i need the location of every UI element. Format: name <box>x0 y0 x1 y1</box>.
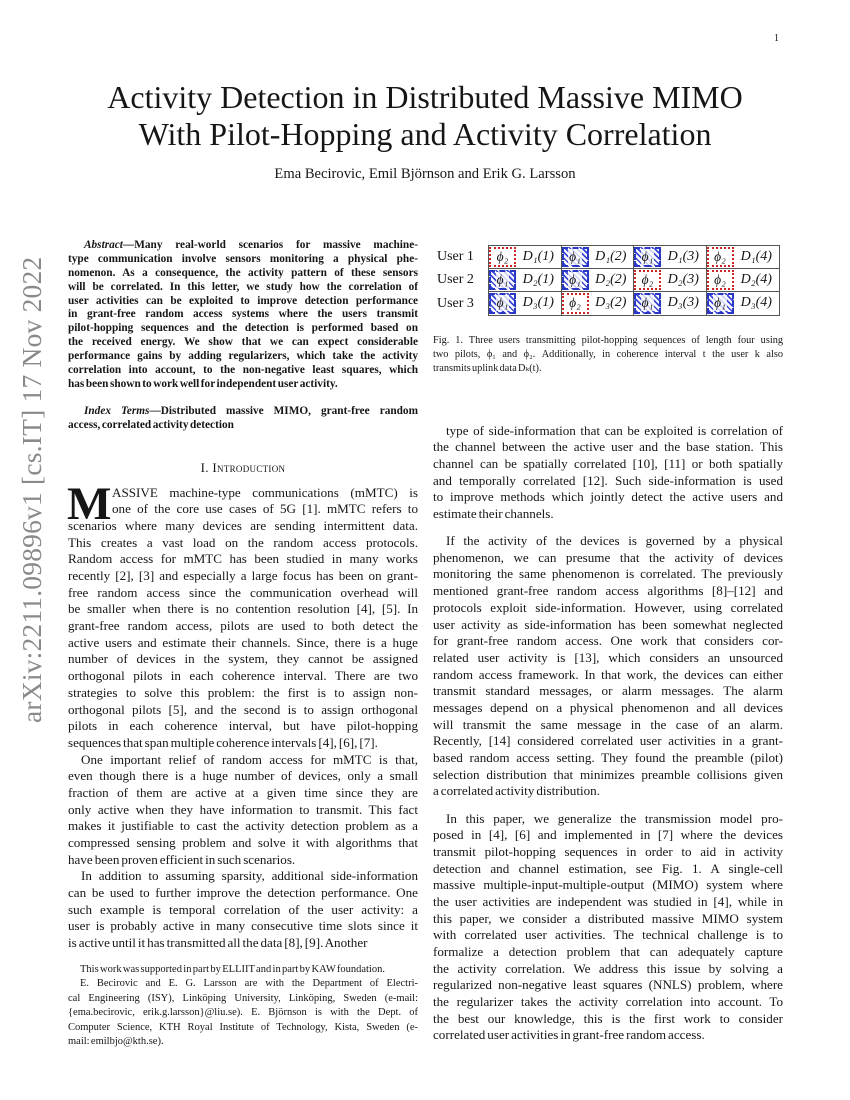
text-line: orthogonal pilots in each coherence interval. There are two <box>68 668 418 684</box>
data-symbol: D₃(4) <box>740 295 772 311</box>
abstract-text: has been shown to work well for independent user activity. <box>68 377 338 390</box>
section-heading: I. Introduction <box>200 460 286 475</box>
text-line: Random access for mMTC has been studied in many works <box>68 551 418 567</box>
pilot-symbol: ϕ₂ <box>714 271 726 287</box>
text-line <box>68 336 418 350</box>
data-cell <box>734 292 780 315</box>
text-line: ASSIVE machine-type communications (mMTC) is <box>112 484 418 500</box>
pilot-1-cell <box>562 270 589 291</box>
pilot-2-cell <box>634 270 661 291</box>
data-symbol: D₃(3) <box>667 295 699 311</box>
data-symbol: D₃(2) <box>595 295 627 311</box>
pilot-1-cell <box>489 293 516 314</box>
text-line: the channel between the active user and the base station. This <box>433 439 783 455</box>
pilot-1-cell <box>562 247 589 267</box>
text-line: and temporally correlated [12]. Such side-information is used <box>433 472 783 488</box>
pilot-2-cell <box>707 247 734 267</box>
paragraph <box>67 477 418 752</box>
text-line: a correlated activity distribution. <box>433 783 600 799</box>
text-line: grant-free random access, pilots are used to both detect the <box>68 618 418 634</box>
pilot-symbol: ϕ₂ <box>641 271 654 287</box>
text-line <box>68 350 418 364</box>
data-symbol: D₁(1) <box>522 248 554 264</box>
index-terms <box>68 405 418 433</box>
text-line: user is probably active in many consecutive time slots since it <box>68 918 418 934</box>
pilot-symbol: ϕ₂ <box>569 295 581 311</box>
page-number: 1 <box>774 33 779 44</box>
text-line: This creates a vast load on the random access protocols. <box>68 534 418 550</box>
data-cell <box>516 292 562 315</box>
text-line <box>68 281 418 295</box>
text-line: based random access setting. They found the preamble (pilot) <box>433 750 783 766</box>
pilot-symbol: ϕ₁ <box>641 295 654 311</box>
data-cell <box>516 269 562 292</box>
data-cell <box>661 246 707 268</box>
text-line: have been proven efficient in such scenarios. <box>68 851 296 867</box>
text-line <box>68 239 418 253</box>
text-line <box>68 419 418 433</box>
introduction-text <box>67 477 418 952</box>
coherence-interval-cells <box>488 269 780 293</box>
text-line: user activity as side-information has been somewhat neglected <box>433 616 783 632</box>
text-line: transmit pilot-hopping sequences in order to aid in activity <box>433 843 783 859</box>
text-line: posed in [4], [6] and implemented in [7] where the devices <box>433 827 783 843</box>
abstract-text: nomenon. As a consequence, the activity pattern of these sensors <box>68 266 418 279</box>
text-line: protocols exploit side-information. However, using correlated <box>433 599 783 615</box>
text-line: channel can be spatially correlated [10], [11] or both spatially <box>433 455 783 471</box>
text-line: one of the core use cases of 5G [1]. mMTC refers to <box>112 501 418 517</box>
text-line: can be used to further improve the detection performance. One <box>68 885 418 901</box>
figure-row <box>437 269 780 293</box>
data-symbol: D₂(1) <box>522 271 554 287</box>
coherence-interval-cells <box>488 245 780 269</box>
text-line: such example is temporal correlation of the user activity: a <box>68 901 418 917</box>
text-line: mail: emilbjo@kth.se). <box>68 1035 164 1047</box>
text-line: active users and estimate their channels. Since, there is a huge <box>68 634 418 650</box>
data-symbol: D₁(2) <box>595 248 627 264</box>
abstract-text: type communication involve sensors monitoring a physical phe- <box>68 252 418 265</box>
abstract-text: the received energy. We show that we can expect considerable <box>68 336 418 349</box>
text-line: estimate their channels. <box>433 506 554 522</box>
data-symbol: D₁(4) <box>740 248 772 264</box>
text-line: monitoring the same phenomenon is correlated. The previously <box>433 566 783 582</box>
data-cell <box>589 269 635 292</box>
text-line: Computer Science, KTH Royal Institute of Technology, Kista, Sweden (e- <box>68 1021 418 1033</box>
data-cell <box>516 246 562 268</box>
text-line: fraction of them are active at a given time since they are <box>68 784 418 800</box>
text-line: transmits uplink data Dₖ(t). <box>433 362 542 374</box>
text-line: the user activities are independent was studied in [4], while in <box>433 893 783 909</box>
text-line: E. Becirovic and E. G. Larsson are with the Department of Electri- <box>80 978 418 990</box>
text-line: cal Engineering (ISY), Linköping University, Linköping, Sweden (e-mail: <box>68 992 418 1004</box>
text-line: Fig. 1. Three users transmitting pilot-hopping sequences of length four using <box>433 335 783 346</box>
text-line: this paper, we consider a distributed massive MIMO system <box>433 910 783 926</box>
text-line: scenarios where many devices are sending intermittent data. <box>68 517 418 533</box>
data-cell <box>589 246 635 268</box>
text-line: orthogonal pilots [5], and the second is to assign orthogonal <box>68 701 418 717</box>
text-line: to improve methods which jointly detect the active users and <box>433 489 783 505</box>
text-line: with correlated user activities. The technical challenge is to <box>433 927 783 943</box>
abstract-text: Many real-world scenarios for massive machine- <box>134 239 418 251</box>
pilot-1-cell <box>489 270 516 291</box>
pilot-2-cell <box>562 293 589 314</box>
abstract-text: pilot-hopping sequences and the detection is performed based on <box>68 322 418 335</box>
data-cell <box>734 246 780 268</box>
data-symbol: D₂(4) <box>740 271 772 287</box>
text-line: This work was supported in part by ELLIIT and in part by KAW foundation. <box>80 964 385 975</box>
text-line: random access framework. In that work, the devices can either <box>433 666 783 682</box>
text-line <box>68 308 418 322</box>
text-line: {ema.becirovic, erik.g.larsson}@liu.se). E. Björnson is with the Dept. of <box>68 1007 418 1019</box>
text-line: two pilots, ϕ₁ and ϕ₂. Additionally, in coherence interval t the user k also <box>433 348 783 360</box>
abstract-text: user activities can be exploited to improve detection performance <box>68 294 418 307</box>
data-cell <box>589 292 635 315</box>
pilot-1-cell <box>707 293 734 314</box>
footnote <box>68 963 418 1049</box>
abstract <box>68 239 418 433</box>
text-line: massive multiple-input-multiple-output (MIMO) system where <box>433 877 783 893</box>
text-line: mentioned grant-free random access algorithms [8]–[12] and <box>433 583 783 599</box>
text-line: Recently, [14] considered correlated user activities in a grant- <box>433 733 783 749</box>
text-line: even though there is a huge number of devices, only a small <box>68 768 418 784</box>
text-line: number of devices in the system, they cannot be assigned <box>68 651 418 667</box>
text-line: In addition to assuming sparsity, additional side-information <box>81 868 418 884</box>
user-label: User 2 <box>437 272 474 288</box>
text-line: is active until it has transmitted all the data [8], [9]. Another <box>68 935 368 951</box>
text-line: correlated user activities in grant-free random access. <box>433 1027 705 1043</box>
data-symbol: D₃(1) <box>522 295 554 311</box>
pilot-2-cell <box>489 247 516 267</box>
paragraph <box>433 423 783 523</box>
paragraph <box>433 811 783 1045</box>
text-line: free random access since the communication overhead will <box>68 584 418 600</box>
text-line <box>68 378 418 392</box>
text-line: formalize a detection problem that can adequately capture <box>433 944 783 959</box>
paragraph <box>68 868 418 951</box>
data-cell <box>734 269 780 292</box>
text-line: phenomenon, we can presume that the activity of devices <box>433 549 783 565</box>
pilot-symbol: ϕ₂ <box>714 248 726 264</box>
text-line <box>68 253 418 267</box>
paragraph <box>68 977 418 1049</box>
text-line: makes it justifiable to cast the activity detection problem as a <box>68 818 418 834</box>
text-line: for grant-free random access. One work that considers cor- <box>433 633 783 649</box>
text-line: transmit standard messages, or alarm messages. The alarm <box>433 683 783 699</box>
title-line: With Pilot-Hopping and Activity Correlation <box>138 116 712 152</box>
pilot-symbol: ϕ₁ <box>569 271 581 287</box>
user-label: User 3 <box>437 295 474 311</box>
pilot-1-cell <box>634 247 661 267</box>
pilot-symbol: ϕ₁ <box>496 295 509 311</box>
data-symbol: D₁(3) <box>667 248 699 264</box>
text-line: regularized non-negative least squares (NNLS) problem, where <box>433 977 783 993</box>
pilot-symbol: ϕ₁ <box>496 271 509 287</box>
data-cell <box>661 269 707 292</box>
abstract-label: Abstract— <box>84 239 135 251</box>
author-list: Ema Becirovic, Emil Björnson and Erik G. Larsson <box>274 166 576 182</box>
text-line: the best our knowledge, this is the first work to consider <box>433 1010 783 1026</box>
abstract-text: will be correlated. In this letter, we study how the correlation of <box>68 280 418 293</box>
paragraph <box>433 533 783 800</box>
abstract-text: in grant-free random access systems where the users transmit <box>68 308 418 321</box>
right-column-text <box>433 423 783 1045</box>
paragraph <box>68 752 418 869</box>
text-line: sequences that span multiple coherence intervals [4], [6], [7]. <box>68 734 378 750</box>
text-line: In this paper, we generalize the transmission model pro- <box>446 810 783 826</box>
text-line: recently [2], [3] and especially a large focus has been on grant- <box>68 568 418 584</box>
pilot-2-cell <box>707 270 734 291</box>
text-line: If the activity of the devices is governed by a physical <box>446 533 783 549</box>
text-line <box>68 322 418 336</box>
figure-pilot-hopping-table <box>437 245 780 316</box>
arxiv-identifier-stamp: arXiv:2211.09896v1 [cs.IT] 17 Nov 2022 <box>16 256 47 723</box>
text-line: pilots in each coherence interval, but have pilot-hopping <box>68 718 418 734</box>
pilot-symbol: ϕ₁ <box>569 248 581 264</box>
text-line: the activity correlation. We address this issue by solving a <box>433 960 783 976</box>
abstract-text: performance gains by adding regularizers, which take the activity <box>68 350 418 363</box>
text-line: detection and channel estimation, see Fig. 1. A single-cell <box>433 860 783 876</box>
text-line: be smaller when there is no contention resolution [4], [5]. In <box>68 601 418 617</box>
pilot-symbol: ϕ₁ <box>641 248 654 264</box>
data-symbol: D₂(3) <box>667 271 699 287</box>
text-line <box>68 295 418 309</box>
pilot-symbol: ϕ₁ <box>714 295 726 311</box>
text-line: One important relief of random access for mMTC is that, <box>81 751 418 767</box>
abstract-body <box>68 239 418 392</box>
paper-title <box>0 79 850 153</box>
figure-row <box>437 292 780 316</box>
paragraph <box>433 334 783 375</box>
title-line: Activity Detection in Distributed Massive MIMO <box>107 79 743 115</box>
text-line <box>68 267 418 281</box>
coherence-interval-cells <box>488 292 780 316</box>
text-line <box>68 405 418 419</box>
abstract-text: correlation into account, to the non-negative least squares, which <box>68 364 418 377</box>
pilot-symbol: ϕ₂ <box>496 248 509 264</box>
text-line: the regularizer takes the activity correlation into account. To <box>433 994 783 1010</box>
text-line: strategies to solve this problem: the first is to assign non- <box>68 684 418 700</box>
text-line: related user activity is [13], which considers an unsourced <box>433 649 783 665</box>
pilot-1-cell <box>634 293 661 314</box>
text-line: compressed sensing problem and solve it with algorithms that <box>68 835 418 851</box>
text-line: only active when they have information to transmit. This fact <box>68 801 418 817</box>
figure-caption <box>433 334 783 375</box>
text-line: will transmit the same message in the case of an alarm. <box>433 716 783 732</box>
user-label: User 1 <box>437 248 474 264</box>
drop-cap: M <box>67 477 112 530</box>
text-line: messages depend on a physical phenomenon and all devices <box>433 699 783 715</box>
text-line: type of side-information that can be exploited is correlation of <box>446 422 783 438</box>
index-terms-text: Distributed massive MIMO, grant-free random <box>160 404 418 417</box>
text-line: selection distribution that minimizes preamble collisions given <box>433 766 783 782</box>
data-symbol: D₂(2) <box>595 271 627 287</box>
data-cell <box>661 292 707 315</box>
figure-row <box>437 245 780 269</box>
index-terms-text: access, correlated activity detection <box>68 418 234 431</box>
index-terms-label: Index Terms— <box>84 404 161 417</box>
text-line <box>68 364 418 378</box>
paragraph <box>68 963 418 977</box>
